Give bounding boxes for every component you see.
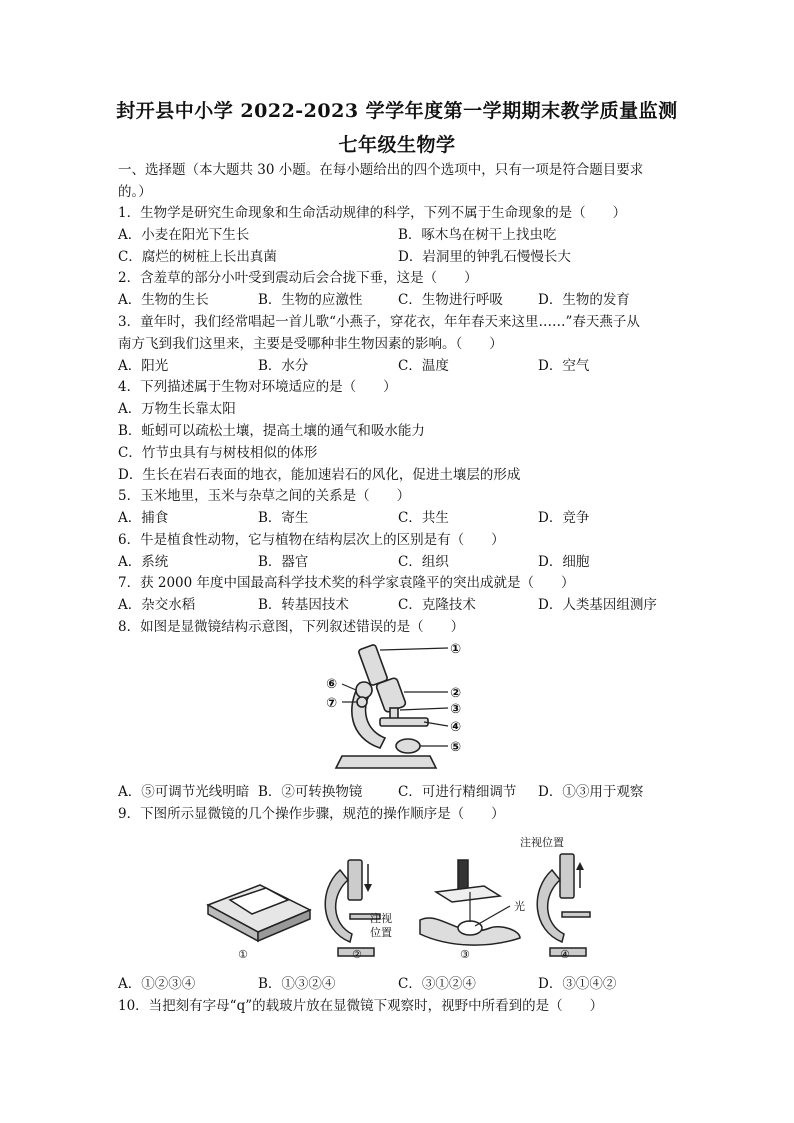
option: D．竞争: [538, 510, 590, 526]
option: C．克隆技术: [398, 597, 476, 613]
option: D．人类基因组测序: [538, 597, 657, 613]
option: D．①③用于观察: [538, 784, 644, 800]
option: C．可进行精细调节: [398, 784, 517, 800]
step-label-3: ③: [460, 948, 470, 961]
label-7: ⑦: [326, 696, 338, 711]
option: A．生物的生长: [118, 292, 209, 308]
option: B．生物的应激性: [258, 292, 363, 308]
option: A．阳光: [118, 358, 169, 374]
option: D．生长在岩石表面的地衣，能加速岩石的风化，促进土壤层的形成: [118, 467, 521, 483]
option: D．生物的发育: [538, 292, 630, 308]
option: A．万物生长靠太阳: [118, 401, 236, 417]
base: [336, 756, 436, 768]
question-stem: 3．童年时，我们经常唱起一首儿歌“小燕子，穿花衣，年年春天来这里……”春天燕子从: [118, 314, 640, 330]
step-label-4: ④: [560, 948, 570, 961]
fine-focus-knob: [357, 697, 367, 707]
option: D．空气: [538, 358, 590, 374]
mirror: [458, 921, 482, 935]
objective: [458, 860, 468, 890]
operation-steps-diagram: [200, 830, 620, 970]
option: D．细胞: [538, 554, 590, 570]
arm: [325, 870, 352, 942]
step-label-1: ①: [238, 948, 248, 961]
stage: [436, 886, 500, 902]
question-stem: 8．如图是显微镜结构示意图，下列叙述错误的是（ ）: [118, 619, 465, 635]
stage: [562, 912, 590, 917]
option: D．岩洞里的钟乳石慢慢长大: [398, 249, 571, 265]
tube: [560, 854, 574, 898]
label-3: ③: [450, 702, 462, 717]
question-stem: 7．获 2000 年度中国最高科学技术奖的科学家袁隆平的突出成就是（ ）: [118, 575, 575, 591]
option: A．小麦在阳光下生长: [118, 227, 250, 243]
question-stem: 9．下图所示显微镜的几个操作步骤，规范的操作顺序是（ ）: [118, 806, 505, 822]
option: A．系统: [118, 554, 169, 570]
light-label: 光: [514, 900, 525, 913]
section-intro-cont: 的。）: [118, 184, 152, 200]
option: B．蚯蚓可以疏松土壤，提高土壤的通气和吸水能力: [118, 423, 425, 439]
option: B．②可转换物镜: [258, 784, 363, 800]
stage: [380, 718, 428, 726]
question-stem: 1．生物学是研究生命现象和生命活动规律的科学，下列不属于生命现象的是（ ）: [118, 205, 627, 221]
label-6: ⑥: [326, 677, 338, 692]
option: C．腐烂的树桩上长出真菌: [118, 249, 277, 265]
question-stem: 6．牛是植食性动物，它与植物在结构层次上的区别是有（ ）: [118, 532, 505, 548]
option: D．③①④②: [538, 976, 617, 992]
watch-side-label-a: 注视: [370, 912, 392, 925]
question-stem: 5．玉米地里，玉米与杂草之间的关系是（ ）: [118, 488, 411, 504]
option: A．捕食: [118, 510, 169, 526]
option: A．①②③④: [118, 976, 196, 992]
option: B．器官: [258, 554, 309, 570]
option: B．①③②④: [258, 976, 336, 992]
label-1: ①: [450, 642, 462, 657]
option: B．转基因技术: [258, 597, 349, 613]
label-4: ④: [450, 720, 462, 735]
option: C．共生: [398, 510, 449, 526]
option: C．组织: [398, 554, 449, 570]
step-label-2: ②: [352, 948, 362, 961]
watch-top-label: 注视位置: [520, 836, 564, 849]
option: C．竹节虫具有与树枝相似的体形: [118, 445, 318, 461]
option: A．杂交水稻: [118, 597, 196, 613]
option: B．水分: [258, 358, 309, 374]
option: A．⑤可调节光线明暗: [118, 784, 250, 800]
microscope-diagram: [320, 638, 470, 778]
question-stem: 10．当把刻有字母“q”的载玻片放在显微镜下观察时，视野中所看到的是（ ）: [118, 998, 604, 1014]
exam-title: 封开县中小学 2022-2023 学学年度第一学期期末教学质量监测: [116, 100, 678, 122]
question-stem: 2．含羞草的部分小叶受到震动后会合拢下垂，这是（ ）: [118, 270, 478, 286]
option: B．啄木鸟在树干上找虫吃: [398, 227, 557, 243]
option: C．生物进行呼吸: [398, 292, 503, 308]
question-stem: 4．下列描述属于生物对环境适应的是（ ）: [118, 379, 397, 395]
tube: [348, 860, 362, 900]
arm: [537, 870, 564, 942]
option: B．寄生: [258, 510, 309, 526]
exam-subtitle: 七年级生物学: [338, 134, 456, 156]
watch-side-label-b: 位置: [370, 926, 392, 939]
label-5: ⑤: [450, 740, 462, 755]
mirror: [396, 739, 420, 753]
label-2: ②: [450, 686, 462, 701]
coarse-focus-knob: [356, 682, 372, 698]
option: C．温度: [398, 358, 449, 374]
question-stem-cont: 南方飞到我们这里来，主要是受哪种非生物因素的影响。（ ）: [118, 336, 503, 352]
section-intro: 一、选择题（本大题共 30 小题。在每小题给出的四个选项中，只有一项是符合题目要求: [118, 162, 644, 178]
option: C．③①②④: [398, 976, 476, 992]
